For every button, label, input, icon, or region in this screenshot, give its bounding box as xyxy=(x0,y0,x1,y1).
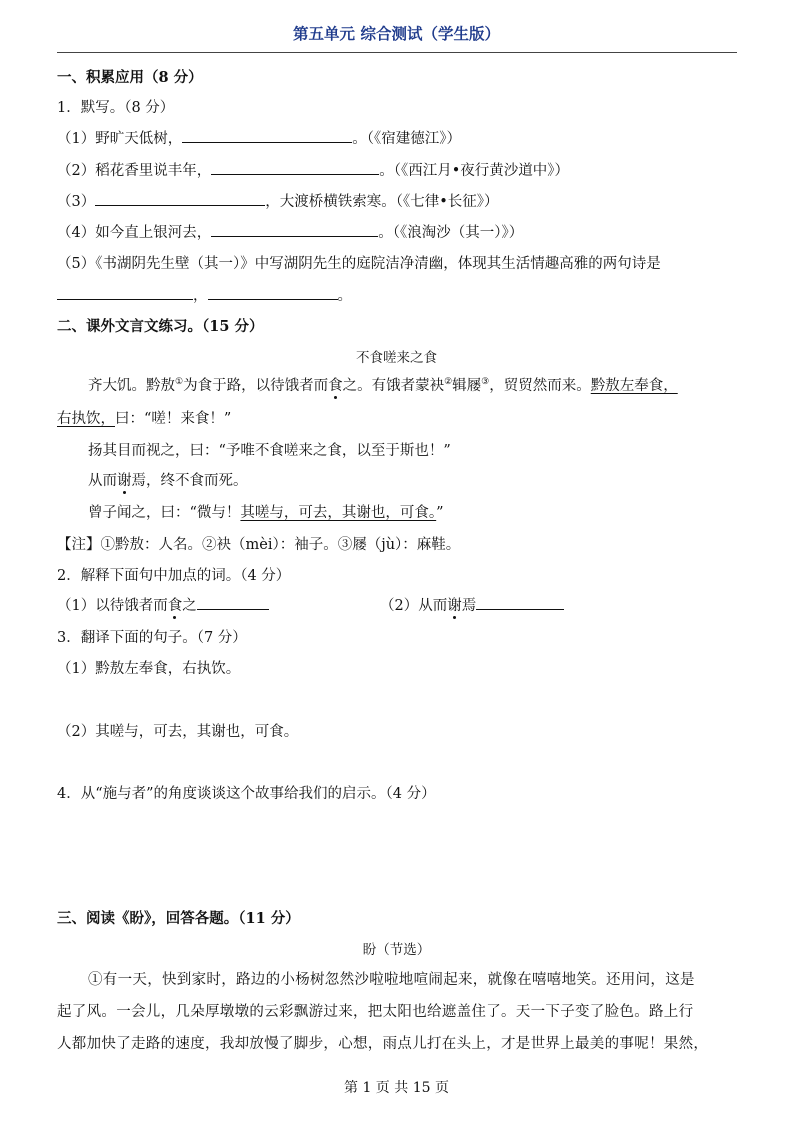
question-3-title: 3．翻译下面的句子。（7 分） xyxy=(57,630,247,646)
dictation-line-2 xyxy=(57,159,569,180)
dotted-word: 谢 xyxy=(447,598,462,614)
page-title: 第五单元 综合测试（学生版） xyxy=(293,24,500,43)
underlined-sentence: 右执饮， xyxy=(57,411,115,427)
passage-line-3: 扬其目而视之，曰：“予唯不食嗟来之食，以至于斯也！” xyxy=(88,443,451,459)
passage-title: 不食嗟来之食 xyxy=(356,350,437,366)
section-heading-2: 二、课外文言文练习。（15 分） xyxy=(57,318,264,335)
question-3-item-2: （2）其嗟与，可去，其谢也，可食。 xyxy=(57,724,299,740)
question-2-title: 2．解释下面句中加点的词。（4 分） xyxy=(57,568,291,584)
passage-text: 焉，终不食而死。 xyxy=(131,473,248,489)
passage-line-4 xyxy=(88,469,248,490)
dictation-line-6 xyxy=(57,284,352,305)
footnote-mark: ③ xyxy=(481,377,490,388)
answer-blank[interactable] xyxy=(197,595,269,610)
passage-text: 辑屦 xyxy=(452,378,482,394)
dictation-line-5: （5）《书湖阴先生壁（其一）》中写湖阴先生的庭院洁净清幽，体现其生活情趣高雅的两句诗是 xyxy=(57,256,661,272)
answer-blank[interactable] xyxy=(57,285,193,300)
dictation-source: 。（《浪淘沙（其一）》） xyxy=(378,225,524,241)
dictation-line-3 xyxy=(57,190,499,211)
passage-line-5 xyxy=(88,501,444,522)
footnote-mark: ② xyxy=(444,377,453,388)
reading-line-1: ①有一天，快到家时，路边的小杨树忽然沙啦啦地喧闹起来，就像在嘻嘻地笑。还用问，这是 xyxy=(88,972,695,988)
dotted-word: 食 xyxy=(328,378,343,394)
separator: ， xyxy=(193,288,208,304)
underlined-sentence: 其嗟与，可去，其谢也，可食。 xyxy=(240,505,437,521)
passage-text: 从而 xyxy=(88,473,117,489)
answer-blank[interactable] xyxy=(211,222,378,237)
dotted-word: 谢 xyxy=(117,473,132,489)
dictation-text: （2）稻花香里说丰年， xyxy=(57,163,212,179)
period: 。 xyxy=(337,288,352,304)
underlined-sentence: 黔敖左奉食， xyxy=(590,378,678,394)
question-text: 之 xyxy=(182,598,197,614)
passage-line-2 xyxy=(57,407,231,428)
question-3-item-1: （1）黔敖左奉食，右执饮。 xyxy=(57,661,241,677)
passage-title: 盼（节选） xyxy=(362,942,431,958)
passage-text: ，贸贸然而来。 xyxy=(489,378,591,394)
reading-line-3: 人都加快了走路的速度，我却放慢了脚步，心想，雨点儿打在头上，才是世界上最美的事呢！果然， xyxy=(57,1036,709,1052)
passage-text: 之。有饿者蒙袂 xyxy=(342,378,445,394)
passage-line-1 xyxy=(88,374,678,395)
dictation-line-1 xyxy=(57,127,461,148)
footnote-mark: ① xyxy=(175,377,184,388)
question-2-item-2 xyxy=(380,594,564,615)
reading-line-2: 起了风。一会儿，几朵厚墩墩的云彩飘游过来，把太阳也给遮盖住了。天一下子变了脸色。路上行 xyxy=(57,1004,694,1020)
question-text: （2）从而 xyxy=(380,598,448,614)
dictation-text: （1）野旷天低树， xyxy=(57,131,183,147)
dictation-text: （4）如今直上银河去， xyxy=(57,225,212,241)
passage-text: 齐大饥。黔敖 xyxy=(88,378,175,394)
answer-blank[interactable] xyxy=(208,285,338,300)
question-4-title: 4．从“施与者”的角度谈谈这个故事给我们的启示。（4 分） xyxy=(57,786,436,802)
passage-text: 为食于路，以待饿者而 xyxy=(183,378,329,394)
answer-blank[interactable] xyxy=(476,595,564,610)
passage-text: 曰：“嗟！来食！” xyxy=(115,411,232,427)
footnote: 【注】①黔敖：人名。②袂（mèi）：袖子。③屦（jù）：麻鞋。 xyxy=(57,537,461,553)
question-text: （1）以待饿者而 xyxy=(57,598,168,614)
dotted-word: 食 xyxy=(167,598,183,614)
answer-blank[interactable] xyxy=(95,191,265,206)
section-heading-1: 一、积累应用（8 分） xyxy=(57,69,203,86)
dictation-source: 。（《西江月•夜行黄沙道中》） xyxy=(379,163,570,179)
passage-text: 曾子闻之，曰：“微与！ xyxy=(88,505,241,521)
answer-blank[interactable] xyxy=(182,128,352,143)
dictation-line-4 xyxy=(57,221,523,242)
section-heading-3: 三、阅读《盼》，回答各题。（11 分） xyxy=(57,910,300,927)
question-text: 焉 xyxy=(461,598,477,614)
answer-blank[interactable] xyxy=(211,160,379,175)
header-divider xyxy=(57,52,737,53)
question-2-item-1 xyxy=(57,594,269,615)
passage-text: ” xyxy=(436,505,444,521)
question-1-title: 1．默写。（8 分） xyxy=(57,100,175,116)
dictation-source: 。（《宿建德江》） xyxy=(352,131,461,147)
dictation-text: （3） xyxy=(57,194,96,210)
dictation-source: ，大渡桥横铁索寒。（《七律•长征》） xyxy=(265,194,499,210)
page-number: 第 1 页 共 15 页 xyxy=(344,1080,449,1096)
